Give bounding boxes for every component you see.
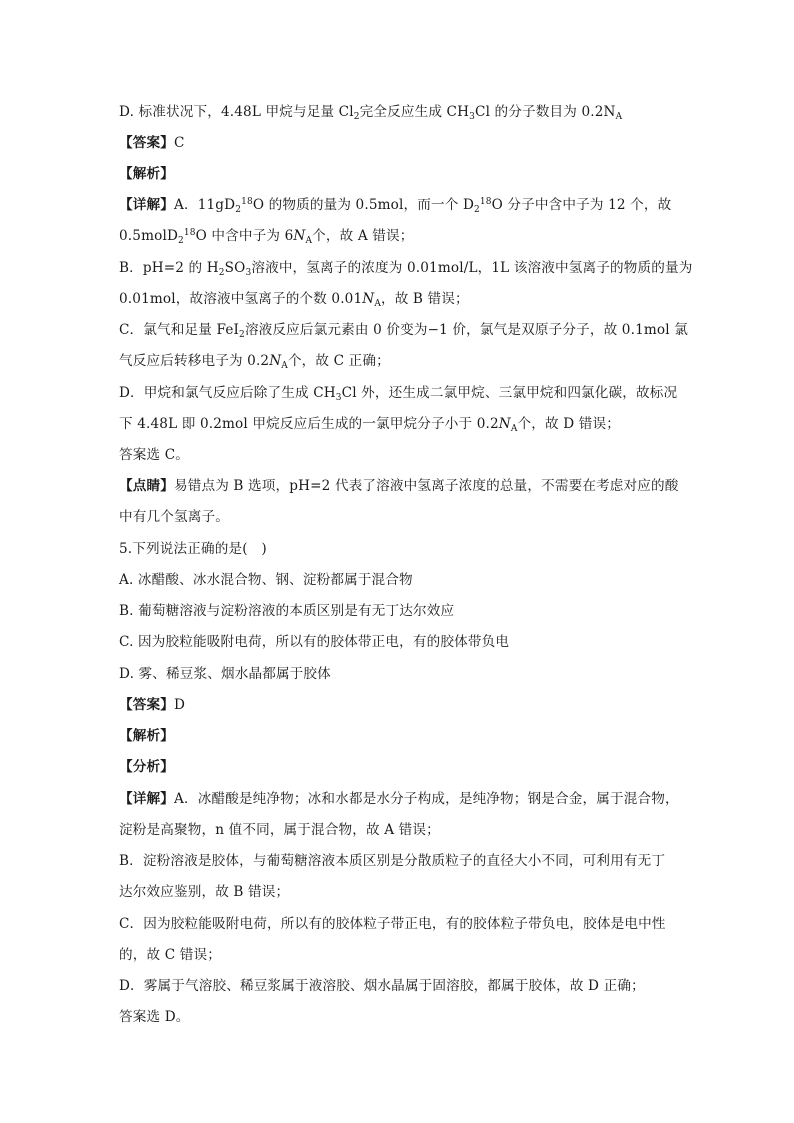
question5-fenxi-label: 【分析】 [119,759,174,775]
question5-detail-line: D．雾属于气溶胶、稀豆浆属于液溶胶、烟水晶属于固溶胶，都属于胶体，故 D 正确； [119,978,645,994]
question5-option-b: B. 葡萄糖溶液与淀粉溶液的本质区别是有无丁达尔效应 [119,603,455,619]
question5-detail-line: 的，故 C 错误； [119,947,221,963]
question5-stem: 5.下列说法正确的是( ) [119,541,267,557]
prev-detail-b2: 0.01mol，故溶液中氢离子的个数 $0.01N_A$，故 B 错误； [119,291,469,309]
question5-detail-line: 【详解】A．冰醋酸是纯净物；冰和水都是水分子构成，是纯净物；钢是合金，属于混合物， [119,791,679,807]
question5-option-a: A. 冰醋酸、冰水混合物、钢、淀粉都属于混合物 [119,572,413,588]
prev-comment-line1: 【点睛】易错点为 B 选项，pH=2 代表了溶液中氢离子浓度的总量，不需要在考虑对应的酸 [119,478,679,494]
question5-detail-line: C．因为胶粒能吸附电荷，所以有的胶体粒子带正电，有的胶体粒子带负电，胶体是电中性 [119,916,666,932]
prev-conclusion: 答案选 C。 [119,447,189,463]
question5-detail-line: 达尔效应鉴别，故 B 错误； [119,884,290,900]
prev-option-d: D. 标准状况下，4.48L 甲烷与足量 $Cl_2$完全反应生成 $CH_3Cl$ 的分子数目为 $0.2N_A$ [119,104,623,122]
question5-detail-line: 淀粉是高聚物，n 值不同，属于混合物，故 A 错误； [119,822,440,838]
question5-option-d: D. 雾、稀豆浆、烟水晶都属于胶体 [119,666,331,682]
prev-detail-c1: C．氯气和足量 FeI$_2$溶液反应后氯元素由 0 价变为−1 价，氯气是双原子分子，故 0.1mol 氯 [119,322,688,340]
prev-analysis-label: 【解析】 [119,166,174,182]
question5-conclusion: 答案选 D。 [119,1009,190,1025]
prev-detail-d1: D．甲烷和氯气反应后除了生成 $CH_3Cl$ 外，还生成二氯甲烷、三氯甲烷和四氯化碳，故标况 [119,385,678,403]
prev-detail-a1: 【详解】A．$11gD_2^{18}O$ 的物质的量为 0.5mol，而一个 $D_2^{18}O$ 分子中含中子为 12 个，故 [119,197,672,215]
question5-detail-line: B．淀粉溶液是胶体，与葡萄糖溶液本质区别是分散质粒子的直径大小不同，可利用有无丁 [119,853,666,869]
prev-detail-d2: 下 4.48L 即 0.2mol 甲烷反应后生成的一氯甲烷分子小于 $0.2N_A$个，故 D 错误； [119,416,620,434]
prev-detail-c2: 气反应后转移电子为 $0.2N_A$个，故 C 正确； [119,353,390,371]
question5-answer: 【答案】D [119,697,186,713]
prev-comment-line2: 中有几个氢离子。 [119,509,229,525]
prev-detail-b1: B．pH=2 的 $H_2SO_3$溶液中，氢离子的浓度为 0.01mol/L，1L 该溶液中氢离子的物质的量为 [119,260,693,278]
question5-option-c: C. 因为胶粒能吸附电荷，所以有的胶体带正电，有的胶体带负电 [119,634,510,650]
question5-analysis-label: 【解析】 [119,728,174,744]
prev-answer: 【答案】C [119,135,185,151]
prev-detail-a2: 0.5molD$_2^{18}$O 中含中子为 $6N_A$个，故 A 错误； [119,228,414,246]
